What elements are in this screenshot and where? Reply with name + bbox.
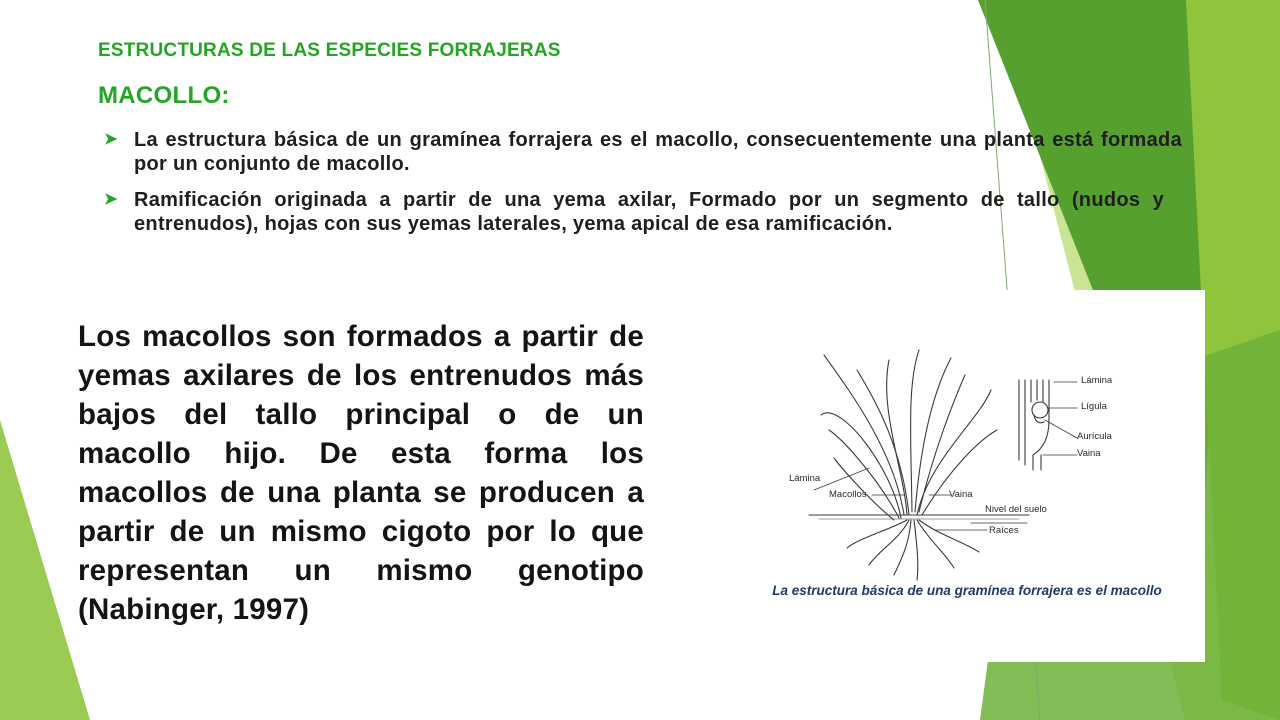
label-lamina: Lámina — [789, 473, 821, 484]
green-triangle-left — [0, 420, 90, 720]
label-lamina-detail: Lámina — [1081, 375, 1113, 386]
arrowhead-bullet-icon: ➤ — [104, 191, 118, 208]
bullet-text: Ramificación originada a partir de una yema axilar, Formado por un segmento de tallo (nudos y entrenudos), hojas con sus yemas laterales, yema apical de esa ramificación. — [134, 189, 1164, 235]
section-heading: MACOLLO: — [98, 82, 230, 109]
arrowhead-bullet-icon: ➤ — [104, 131, 118, 148]
bullet-list — [104, 128, 1182, 248]
figure-caption: La estructura básica de una gramínea forrajera es el macollo — [772, 583, 1162, 598]
slide-title: ESTRUCTURAS DE LAS ESPECIES FORRAJERAS — [98, 40, 561, 61]
bullet-item — [104, 128, 1182, 176]
label-raices: Raíces — [989, 525, 1019, 536]
label-nivel-del-suelo: Nivel del suelo — [985, 504, 1047, 515]
bullet-text: La estructura básica de un gramínea forrajera es el macollo, consecuentemente una planta está formada por un conjunto de macollo. — [134, 129, 1182, 175]
label-macollos: Macollos — [829, 489, 867, 500]
label-auricula: Aurícula — [1077, 431, 1112, 442]
grass-structure-figure — [729, 290, 1205, 662]
label-ligula: Lígula — [1081, 401, 1107, 412]
body-paragraph: Los macollos son formados a partir de yemas axilares de los entrenudos más bajos del tallo principal o de un macollo hijo. De esta forma los macollos de una planta se producen a partir de un mismo cigoto por lo que representan un mismo genotipo (Nabinger, 1997) — [78, 320, 644, 626]
label-vaina-detail: Vaina — [1077, 448, 1101, 459]
bullet-item — [104, 188, 1164, 236]
label-vaina: Vaina — [949, 489, 973, 500]
